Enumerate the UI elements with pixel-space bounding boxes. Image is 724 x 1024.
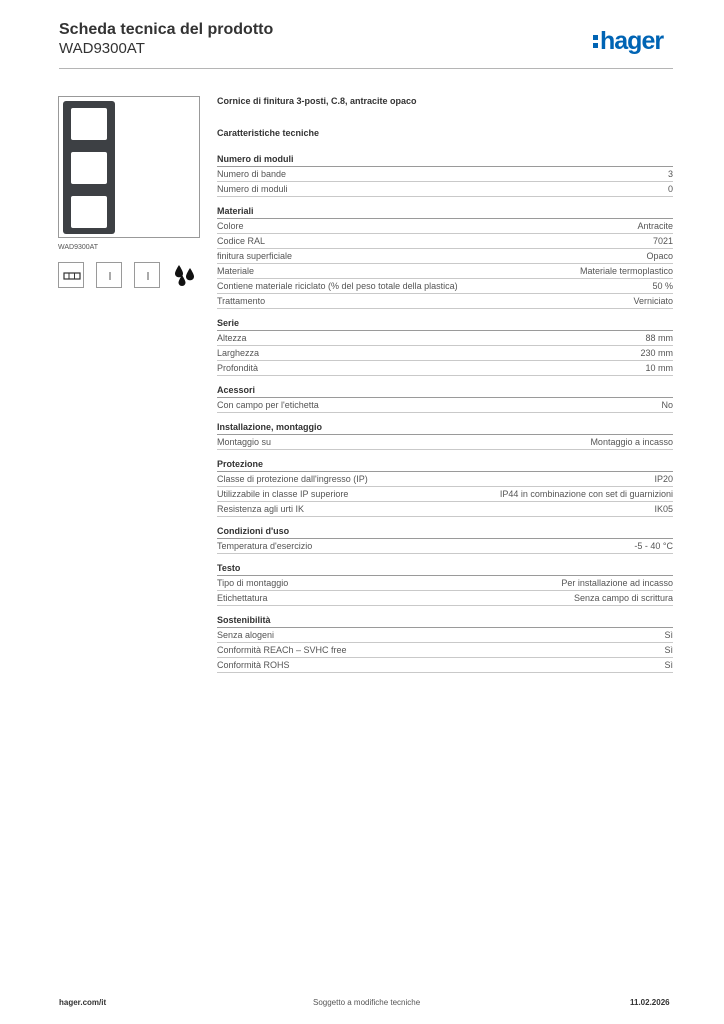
spec-label: Senza alogeni [217,630,275,640]
spec-label: Temperatura d'esercizio [217,541,313,551]
hager-logo [593,27,663,56]
spec-label: Montaggio su [217,437,272,447]
spec-value: IP44 in combinazione con set di guarnizioni [499,489,673,499]
spec-section [217,318,673,376]
spec-value: No [661,400,673,410]
spec-row [217,219,673,234]
product-image-caption: WAD9300AT [58,244,99,251]
spec-row [217,294,673,309]
frame-3-posti-image [63,101,115,234]
section-title: Installazione, montaggio [217,422,673,435]
spec-content [217,96,673,673]
spec-row [217,346,673,361]
product-description: Cornice di finitura 3-posti, C.8, antracite opaco [217,96,417,106]
spec-value: Per installazione ad incasso [561,578,673,588]
spec-value: Sì [664,630,673,640]
frame-opening [71,196,107,228]
footer-date: 11.02.2026 [630,998,670,1007]
spec-label: Codice RAL [217,236,266,246]
spec-row [217,398,673,413]
spec-label: Trattamento [217,296,266,306]
spec-label: Larghezza [217,348,260,358]
spec-section [217,526,673,554]
spec-value: Materiale termoplastico [579,266,673,276]
spec-value: Antracite [637,221,673,231]
product-image [58,96,200,238]
spec-section [217,154,673,197]
logo-text: hager [600,27,664,55]
spec-label: Tipo di montaggio [217,578,289,588]
spec-label: Altezza [217,333,247,343]
frame-opening [71,108,107,140]
water-drops-icon [172,262,198,288]
section-title: Sostenibilità [217,615,673,628]
spec-row [217,658,673,673]
section-title: Materiali [217,206,673,219]
section-title: Testo [217,563,673,576]
spec-section [217,422,673,450]
spec-label: Numero di bande [217,169,287,179]
page-title: Scheda tecnica del prodotto [59,21,274,38]
spec-label: Numero di moduli [217,184,288,194]
spec-row [217,234,673,249]
product-code-heading: WAD9300AT [59,40,145,57]
spec-value: 0 [667,184,673,194]
logo-colon-icon [593,33,598,50]
spec-value: IK05 [654,504,673,514]
footer-website: hager.com/it [59,998,107,1007]
spec-section [217,385,673,413]
spec-section [217,563,673,606]
spec-label: Con campo per l'etichetta [217,400,319,410]
spec-label: Materiale [217,266,255,276]
spec-label: finitura superficiale [217,251,293,261]
spec-row [217,167,673,182]
spec-label: Profondità [217,363,259,373]
spec-value: Verniciato [633,296,673,306]
spec-value: Senza campo di scrittura [573,593,673,603]
section-title: Condizioni d'uso [217,526,673,539]
spec-label: Resistenza agli urti IK [217,504,305,514]
single-line-icon [96,262,122,288]
spec-value: Montaggio a incasso [590,437,673,447]
spec-label: Utilizzabile in classe IP superiore [217,489,349,499]
spec-row [217,182,673,197]
spec-value: 50 % [652,281,673,291]
spec-row [217,264,673,279]
spec-value: -5 - 40 °C [634,541,673,551]
spec-label: Conformità REACh – SVHC free [217,645,347,655]
spec-label: Conformità ROHS [217,660,290,670]
spec-label: Etichettatura [217,593,268,603]
spec-value: IP20 [654,474,673,484]
header-divider [59,68,673,69]
spec-section [217,615,673,673]
spec-section [217,459,673,517]
spec-value: 230 mm [640,348,673,358]
spec-row [217,643,673,658]
frame-opening [71,152,107,184]
characteristics-heading: Caratteristiche tecniche [217,128,320,138]
spec-value: Sì [664,660,673,670]
spec-row [217,628,673,643]
spec-value: 88 mm [645,333,673,343]
spec-value: Sì [664,645,673,655]
spec-row [217,539,673,554]
footer-note: Soggetto a modifiche tecniche [313,998,421,1007]
spec-value: Opaco [646,251,673,261]
spec-value: 3 [667,169,673,179]
spec-section [217,206,673,309]
single-line-icon [134,262,160,288]
spec-row [217,249,673,264]
spec-value: 7021 [652,236,673,246]
spec-value: 10 mm [645,363,673,373]
spec-row [217,435,673,450]
section-title: Acessori [217,385,673,398]
spec-row [217,331,673,346]
spec-label: Colore [217,221,244,231]
spec-row [217,361,673,376]
section-title: Protezione [217,459,673,472]
spec-row [217,279,673,294]
spec-sections [217,154,673,673]
spec-row [217,472,673,487]
spec-row [217,576,673,591]
module-width-icon [58,262,84,288]
spec-row [217,502,673,517]
spec-row [217,591,673,606]
spec-label: Classe di protezione dall'ingresso (IP) [217,474,368,484]
section-title: Numero di moduli [217,154,673,167]
spec-row [217,487,673,502]
spec-label: Contiene materiale riciclato (% del peso totale della plastica) [217,281,458,291]
section-title: Serie [217,318,673,331]
